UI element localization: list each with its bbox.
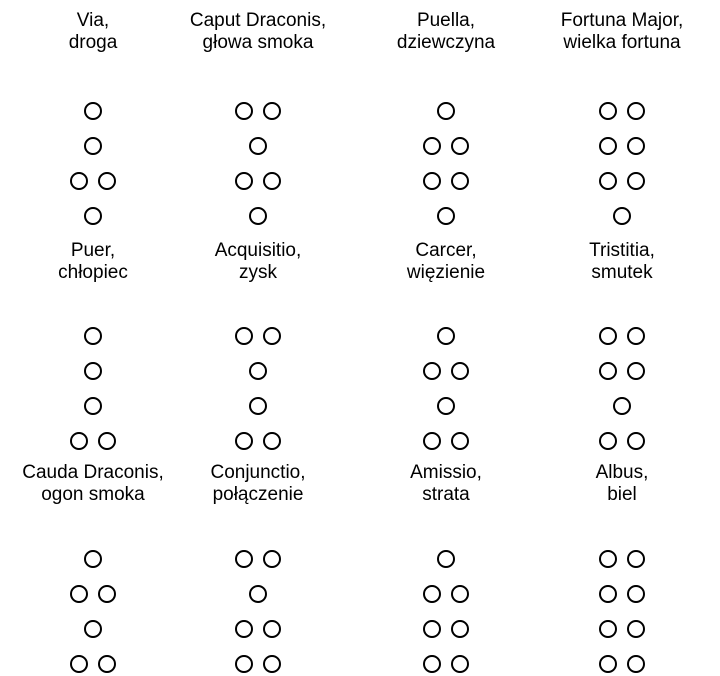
circle-dot-icon [263, 550, 281, 568]
circle-dot-icon [249, 137, 267, 155]
circle-dot-icon [599, 432, 617, 450]
figure-label [3, 240, 183, 284]
figure-polish-name: chłopiec [58, 262, 128, 283]
figure-label [168, 240, 348, 284]
dot-row [168, 549, 348, 571]
figure-label [356, 240, 536, 284]
circle-dot-icon [235, 655, 253, 673]
circle-dot-icon [437, 550, 455, 568]
circle-dot-icon [627, 585, 645, 603]
figure-latin-name: Amissio, [410, 462, 482, 483]
dot-row [356, 619, 536, 641]
dot-row [532, 326, 712, 348]
circle-dot-icon [451, 432, 469, 450]
dot-row [168, 206, 348, 228]
circle-dot-icon [451, 172, 469, 190]
circle-dot-icon [423, 432, 441, 450]
dot-row [356, 326, 536, 348]
circle-dot-icon [84, 137, 102, 155]
circle-dot-icon [423, 137, 441, 155]
circle-dot-icon [249, 397, 267, 415]
circle-dot-icon [613, 207, 631, 225]
figure-polish-name: droga [68, 32, 118, 53]
circle-dot-icon [263, 620, 281, 638]
figure-polish-name: wielka fortuna [563, 32, 681, 53]
figure-polish-name: biel [607, 484, 637, 505]
dot-row [168, 361, 348, 383]
circle-dot-icon [98, 655, 116, 673]
circle-dot-icon [98, 172, 116, 190]
circle-dot-icon [627, 137, 645, 155]
circle-dot-icon [451, 137, 469, 155]
figure-latin-name: Via, [76, 10, 110, 31]
circle-dot-icon [599, 172, 617, 190]
figure-polish-name: dziewczyna [396, 32, 496, 53]
dot-row [3, 361, 183, 383]
figure-polish-name: smutek [591, 262, 653, 283]
circle-dot-icon [599, 655, 617, 673]
circle-dot-icon [627, 550, 645, 568]
dot-row [168, 396, 348, 418]
dot-row [3, 549, 183, 571]
circle-dot-icon [84, 102, 102, 120]
dot-row [168, 619, 348, 641]
circle-dot-icon [599, 585, 617, 603]
dot-row [532, 361, 712, 383]
circle-dot-icon [70, 655, 88, 673]
circle-dot-icon [263, 172, 281, 190]
dot-row [168, 654, 348, 676]
circle-dot-icon [263, 102, 281, 120]
dot-row [532, 549, 712, 571]
dot-row [3, 396, 183, 418]
circle-dot-icon [627, 327, 645, 345]
dot-row [532, 101, 712, 123]
circle-dot-icon [70, 432, 88, 450]
figure-label [356, 10, 536, 54]
dot-row [168, 136, 348, 158]
figure-latin-name: Tristitia, [589, 240, 655, 261]
dot-row [168, 584, 348, 606]
dot-row [3, 326, 183, 348]
dot-row [3, 431, 183, 453]
figure-latin-name: Puella, [416, 10, 476, 31]
figure-label [356, 462, 536, 506]
dot-row [3, 584, 183, 606]
circle-dot-icon [599, 327, 617, 345]
circle-dot-icon [451, 585, 469, 603]
dot-row [532, 619, 712, 641]
circle-dot-icon [437, 207, 455, 225]
circle-dot-icon [599, 137, 617, 155]
circle-dot-icon [84, 620, 102, 638]
circle-dot-icon [423, 362, 441, 380]
circle-dot-icon [84, 362, 102, 380]
figure-label [532, 240, 712, 284]
circle-dot-icon [437, 102, 455, 120]
dot-row [168, 326, 348, 348]
dot-row [532, 396, 712, 418]
figure-latin-name: Acquisitio, [214, 240, 302, 261]
circle-dot-icon [627, 655, 645, 673]
circle-dot-icon [627, 102, 645, 120]
figure-latin-name: Albus, [595, 462, 649, 483]
figure-label [3, 462, 183, 506]
circle-dot-icon [599, 620, 617, 638]
dot-row [532, 584, 712, 606]
figure-label [168, 462, 348, 506]
circle-dot-icon [235, 102, 253, 120]
dot-row [532, 136, 712, 158]
dot-row [3, 654, 183, 676]
dot-row [532, 171, 712, 193]
circle-dot-icon [84, 327, 102, 345]
circle-dot-icon [437, 327, 455, 345]
circle-dot-icon [599, 362, 617, 380]
circle-dot-icon [263, 655, 281, 673]
circle-dot-icon [84, 397, 102, 415]
figure-polish-name: zysk [239, 262, 277, 283]
dot-row [356, 549, 536, 571]
dot-row [356, 206, 536, 228]
circle-dot-icon [249, 362, 267, 380]
circle-dot-icon [437, 397, 455, 415]
figure-label [168, 10, 348, 54]
figure-latin-name: Carcer, [415, 240, 477, 261]
figure-latin-name: Caput Draconis, [189, 10, 327, 31]
circle-dot-icon [423, 620, 441, 638]
figure-latin-name: Cauda Draconis, [22, 462, 164, 483]
circle-dot-icon [627, 172, 645, 190]
figure-latin-name: Conjunctio, [210, 462, 306, 483]
dot-row [356, 654, 536, 676]
circle-dot-icon [235, 432, 253, 450]
dot-row [168, 431, 348, 453]
figure-polish-name: połączenie [212, 484, 304, 505]
circle-dot-icon [249, 207, 267, 225]
figure-latin-name: Puer, [70, 240, 116, 261]
figure-label [532, 10, 712, 54]
circle-dot-icon [451, 655, 469, 673]
figure-latin-name: Fortuna Major, [560, 10, 684, 31]
circle-dot-icon [70, 585, 88, 603]
dot-row [3, 101, 183, 123]
dot-row [356, 136, 536, 158]
circle-dot-icon [451, 620, 469, 638]
circle-dot-icon [627, 620, 645, 638]
dot-row [3, 136, 183, 158]
figure-polish-name: więzienie [406, 262, 486, 283]
circle-dot-icon [627, 362, 645, 380]
figure-polish-name: głowa smoka [202, 32, 314, 53]
circle-dot-icon [423, 172, 441, 190]
figure-polish-name: ogon smoka [41, 484, 145, 505]
circle-dot-icon [98, 432, 116, 450]
dot-row [356, 171, 536, 193]
circle-dot-icon [423, 655, 441, 673]
circle-dot-icon [235, 327, 253, 345]
circle-dot-icon [451, 362, 469, 380]
dot-row [356, 101, 536, 123]
circle-dot-icon [423, 585, 441, 603]
circle-dot-icon [599, 550, 617, 568]
circle-dot-icon [84, 550, 102, 568]
circle-dot-icon [235, 550, 253, 568]
figure-polish-name: strata [422, 484, 470, 505]
circle-dot-icon [98, 585, 116, 603]
dot-row [3, 619, 183, 641]
circle-dot-icon [235, 620, 253, 638]
circle-dot-icon [627, 432, 645, 450]
circle-dot-icon [613, 397, 631, 415]
dot-row [356, 584, 536, 606]
dot-row [3, 171, 183, 193]
dot-row [532, 654, 712, 676]
circle-dot-icon [263, 327, 281, 345]
figure-label [3, 10, 183, 54]
dot-row [168, 101, 348, 123]
circle-dot-icon [249, 585, 267, 603]
dot-row [168, 171, 348, 193]
dot-row [356, 396, 536, 418]
dot-row [356, 431, 536, 453]
circle-dot-icon [263, 432, 281, 450]
dot-row [3, 206, 183, 228]
circle-dot-icon [84, 207, 102, 225]
circle-dot-icon [235, 172, 253, 190]
circle-dot-icon [599, 102, 617, 120]
dot-row [532, 431, 712, 453]
dot-row [532, 206, 712, 228]
circle-dot-icon [70, 172, 88, 190]
figure-label [532, 462, 712, 506]
dot-row [356, 361, 536, 383]
